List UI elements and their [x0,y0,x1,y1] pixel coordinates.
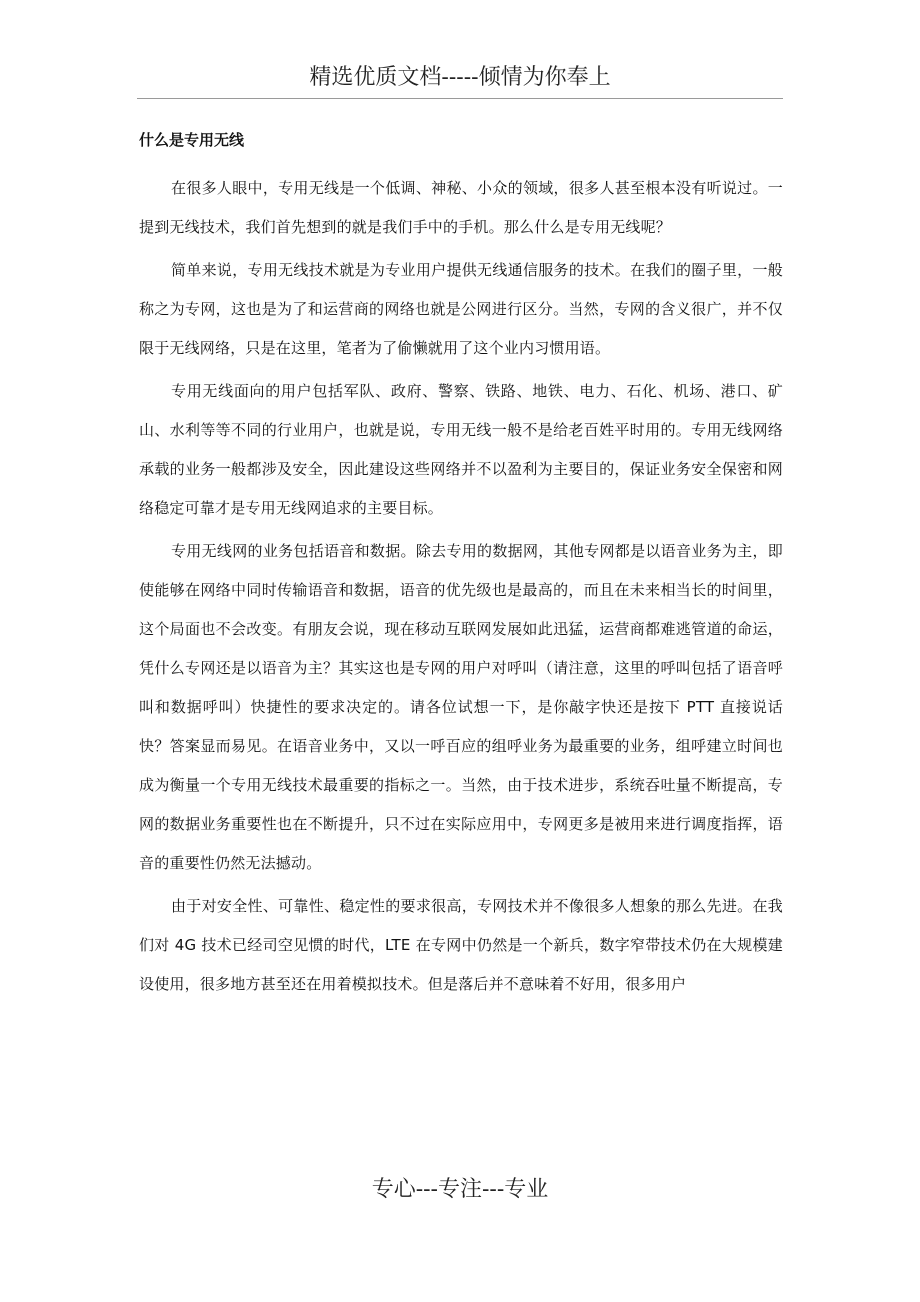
paragraph-1: 在很多人眼中，专用无线是一个低调、神秘、小众的领域，很多人甚至根本没有听说过。一提到无线技术，我们首先想到的就是我们手中的手机。那么什么是专用无线呢？ [139,179,783,236]
page-footer: 专心---专注---专业 [371,1177,549,1202]
document-body [139,126,783,1008]
paragraph-5: 由于对安全性、可靠性、稳定性的要求很高，专网技术并不像很多人想象的那么先进。在我们对 4G 技术已经司空见惯的时代，LTE 在专网中仍然是一个新兵，数字窄带技术仍在大规模建设使用，很多地方甚至还在用着模拟技术。但是落后并不意味着不好用，很多用户 [139,897,783,993]
header-divider [137,98,783,99]
paragraph-4: 专用无线网的业务包括语音和数据。除去专用的数据网，其他专网都是以语音业务为主，即使能够在网络中同时传输语音和数据，语音的优先级也是最高的，而且在未来相当长的时间里，这个局面也不会改变。有朋友会说，现在移动互联网发展如此迅猛，运营商都难逃管道的命运，凭什么专网还是以语音为主？其实这也是专网的用户对呼叫（请注意，这里的呼叫包括了语音呼叫和数据呼叫）快捷性的要求决定的。请各位试想一下，是你敲字快还是按下 PTT 直接说话快？答案显而易见。在语音业务中，又以一呼百应的组呼业务为最重要的业务，组呼建立时间也成为衡量一个专用无线技术最重要的指标之一。当然，由于技术进步，系统吞吐量不断提高，专网的数据业务重要性也在不断提升，只不过在实际应用中，专网更多是被用来进行调度指挥，语音的重要性仍然无法撼动。 [139,542,783,872]
section-title: 什么是专用无线 [139,131,245,149]
paragraph-2: 简单来说，专用无线技术就是为专业用户提供无线通信服务的技术。在我们的圈子里，一般称之为专网，这也是为了和运营商的网络也就是公网进行区分。当然，专网的含义很广，并不仅限于无线网络，只是在这里，笔者为了偷懒就用了这个业内习惯用语。 [139,261,783,357]
page-header: 精选优质文档-----倾情为你奉上 [309,65,611,90]
paragraph-3: 专用无线面向的用户包括军队、政府、警察、铁路、地铁、电力、石化、机场、港口、矿山、水利等等不同的行业用户，也就是说，专用无线一般不是给老百姓平时用的。专用无线网络承载的业务一般都涉及安全，因此建设这些网络并不以盈利为主要目的，保证业务安全保密和网络稳定可靠才是专用无线网追求的主要目标。 [139,382,783,517]
